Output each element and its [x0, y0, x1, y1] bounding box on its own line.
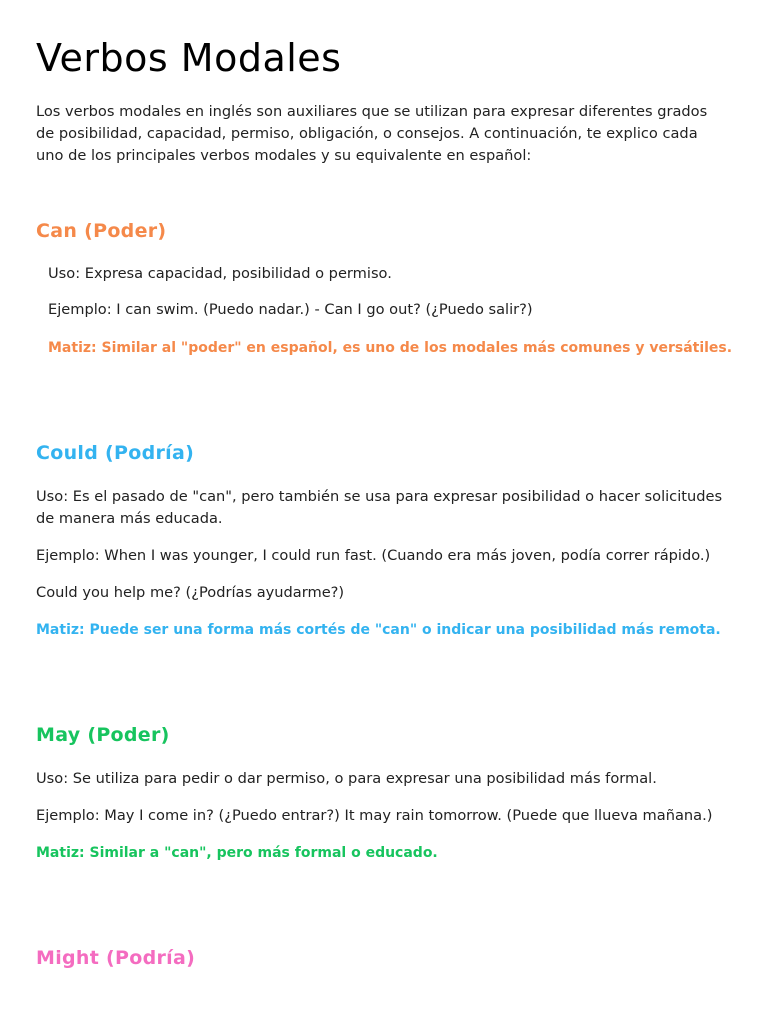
intro-paragraph: Los verbos modales en inglés son auxiliares que se utilizan para expresar diferentes grados de posibilidad, capacidad, permiso, obligación, o consejos. A continuación, te explico cada uno de los principales verbos modales y su equivalente en español: — [36, 103, 708, 164]
could-uso: Uso: Es el pasado de "can", pero también se usa para expresar posibilidad o hacer solicitudes de manera más educada. — [36, 488, 723, 527]
may-uso: Uso: Se utiliza para pedir o dar permiso, o para expresar una posibilidad más formal. — [36, 770, 657, 787]
section-heading-could: Could (Podría) — [36, 442, 195, 464]
section-heading-might: Might (Podría) — [36, 947, 196, 969]
may-ejemplo: Ejemplo: May I come in? (¿Puedo entrar?) It may rain tomorrow. (Puede que llueva mañana.) — [36, 807, 713, 824]
could-ejemplo-2: Could you help me? (¿Podrías ayudarme?) — [36, 584, 345, 601]
can-matiz: Matiz: Similar al "poder" en español, es uno de los modales más comunes y versátiles. — [48, 340, 733, 356]
could-ejemplo: Ejemplo: When I was younger, I could run fast. (Cuando era más joven, podía correr rápido.) — [36, 547, 711, 564]
can-uso: Uso: Expresa capacidad, posibilidad o permiso. — [48, 265, 392, 282]
can-ejemplo: Ejemplo: I can swim. (Puedo nadar.) - Can I go out? (¿Puedo salir?) — [48, 301, 533, 318]
section-heading-may: May (Poder) — [36, 724, 170, 746]
page-title: Verbos Modales — [36, 36, 342, 80]
may-matiz: Matiz: Similar a "can", pero más formal o educado. — [36, 845, 438, 861]
could-matiz: Matiz: Puede ser una forma más cortés de "can" o indicar una posibilidad más remota. — [36, 622, 721, 638]
section-heading-can: Can (Poder) — [36, 220, 167, 242]
